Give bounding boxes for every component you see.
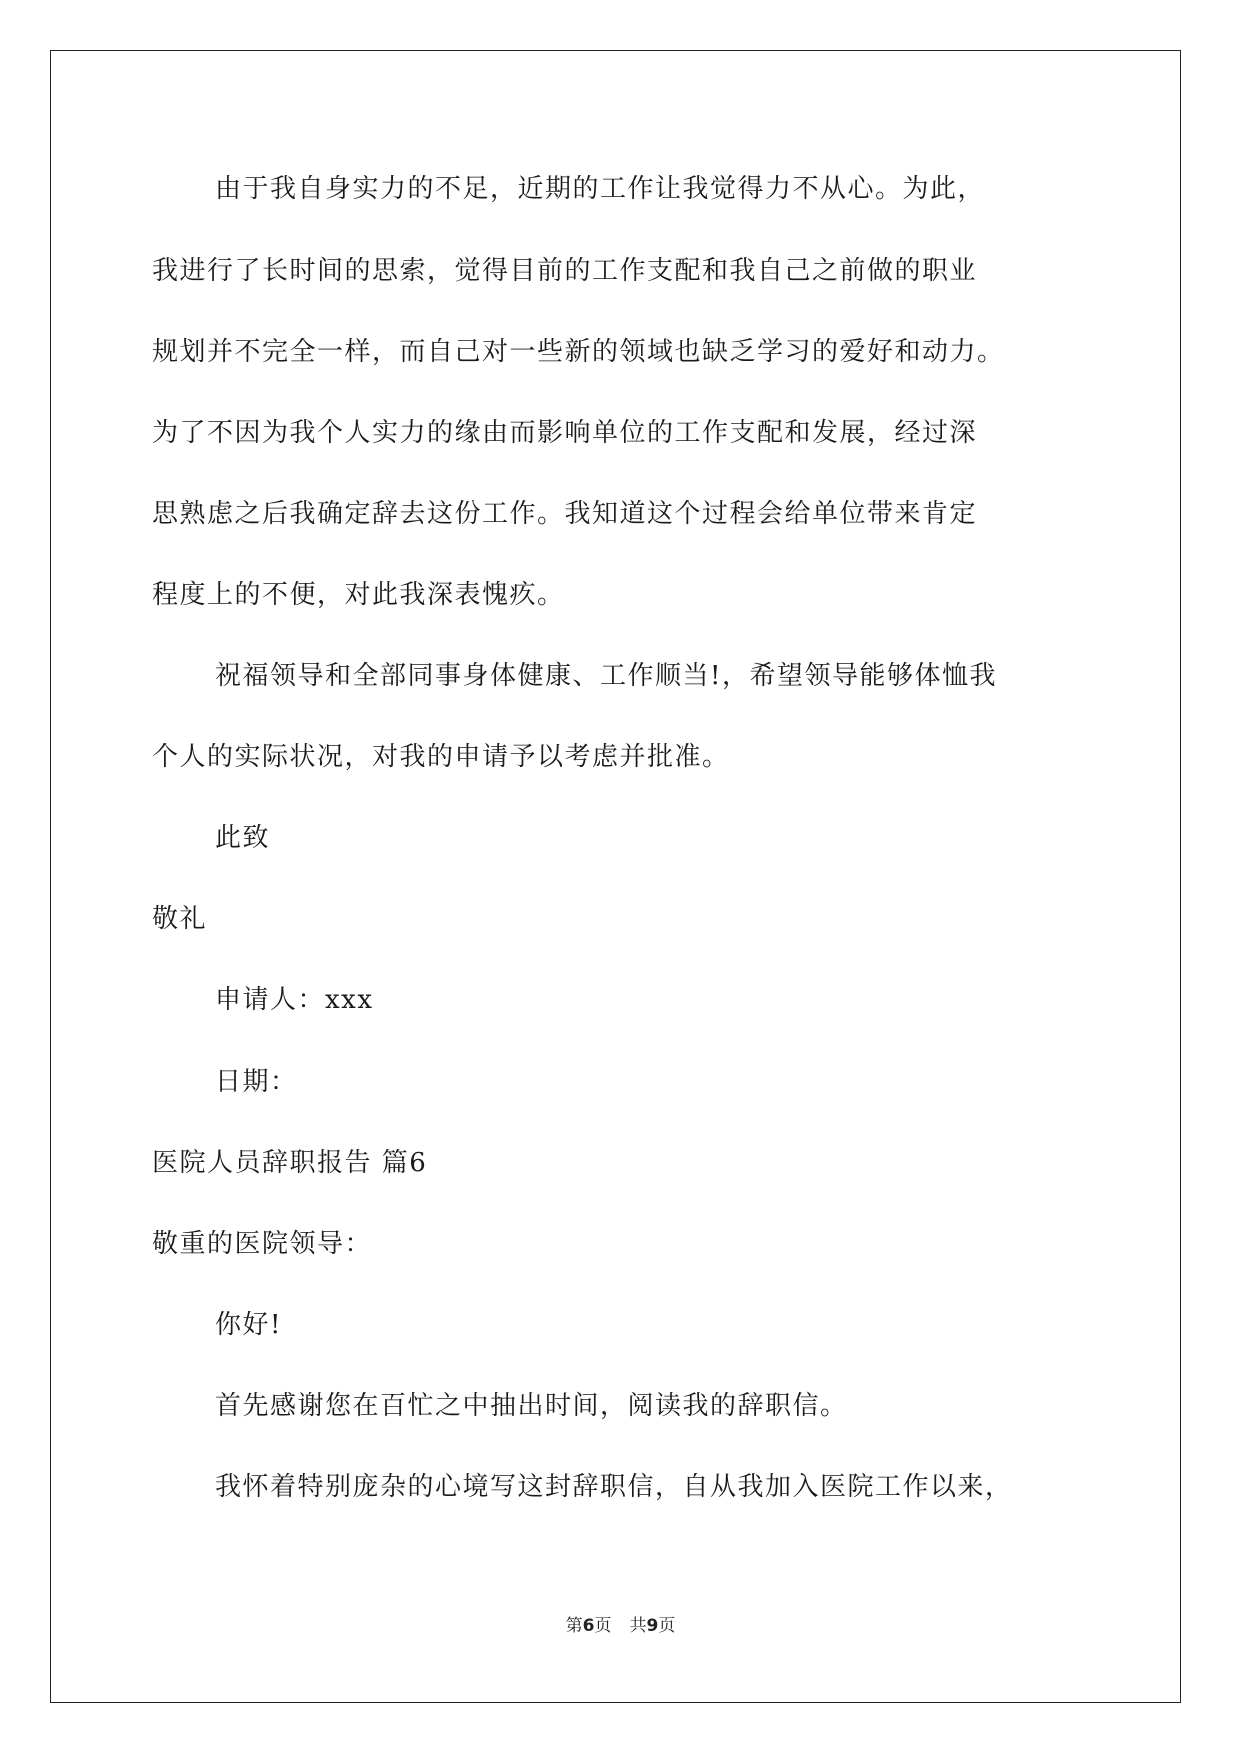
total-prefix: 共 — [629, 1616, 647, 1636]
page-current: 6 — [582, 1616, 595, 1636]
paragraph-line: 祝福领导和全部同事身体健康、工作顺当!，希望领导能够体恤我 — [215, 661, 997, 691]
paragraph-line: 程度上的不便，对此我深表愧疚。 — [152, 580, 565, 610]
greeting-line: 你好! — [215, 1310, 282, 1340]
paragraph-line: 我怀着特别庞杂的心境写这封辞职信，自从我加入医院工作以来， — [215, 1472, 1013, 1502]
applicant-line: 申请人：xxx — [215, 985, 374, 1015]
recipient-line: 敬重的医院领导： — [152, 1229, 373, 1259]
paragraph-line: 由于我自身实力的不足，近期的工作让我觉得力不从心。为此， — [215, 174, 986, 204]
paragraph-line: 为了不因为我个人实力的缘由而影响单位的工作支配和发展，经过深 — [152, 418, 978, 448]
page-prefix: 第 — [565, 1616, 583, 1636]
page-suffix: 页 — [594, 1616, 612, 1636]
section-heading: 医院人员辞职报告 篇6 — [152, 1148, 428, 1178]
paragraph-line: 个人的实际状况，对我的申请予以考虑并批准。 — [152, 742, 730, 772]
paragraph-line: 首先感谢您在百忙之中抽出时间，阅读我的辞职信。 — [215, 1391, 848, 1421]
closing-regards: 敬礼 — [152, 904, 208, 934]
paragraph-line: 规划并不完全一样，而自己对一些新的领域也缺乏学习的爱好和动力。 — [152, 337, 1005, 367]
paragraph-line: 我进行了长时间的思索，觉得目前的工作支配和我自己之前做的职业 — [152, 256, 978, 286]
paragraph-line: 思熟虑之后我确定辞去这份工作。我知道这个过程会给单位带来肯定 — [152, 499, 978, 529]
date-line: 日期： — [215, 1067, 298, 1097]
total-suffix: 页 — [658, 1616, 676, 1636]
page-footer — [0, 1611, 1241, 1636]
page-border — [50, 50, 1181, 1703]
page-total: 9 — [646, 1616, 659, 1636]
closing-salutation: 此致 — [215, 823, 271, 853]
